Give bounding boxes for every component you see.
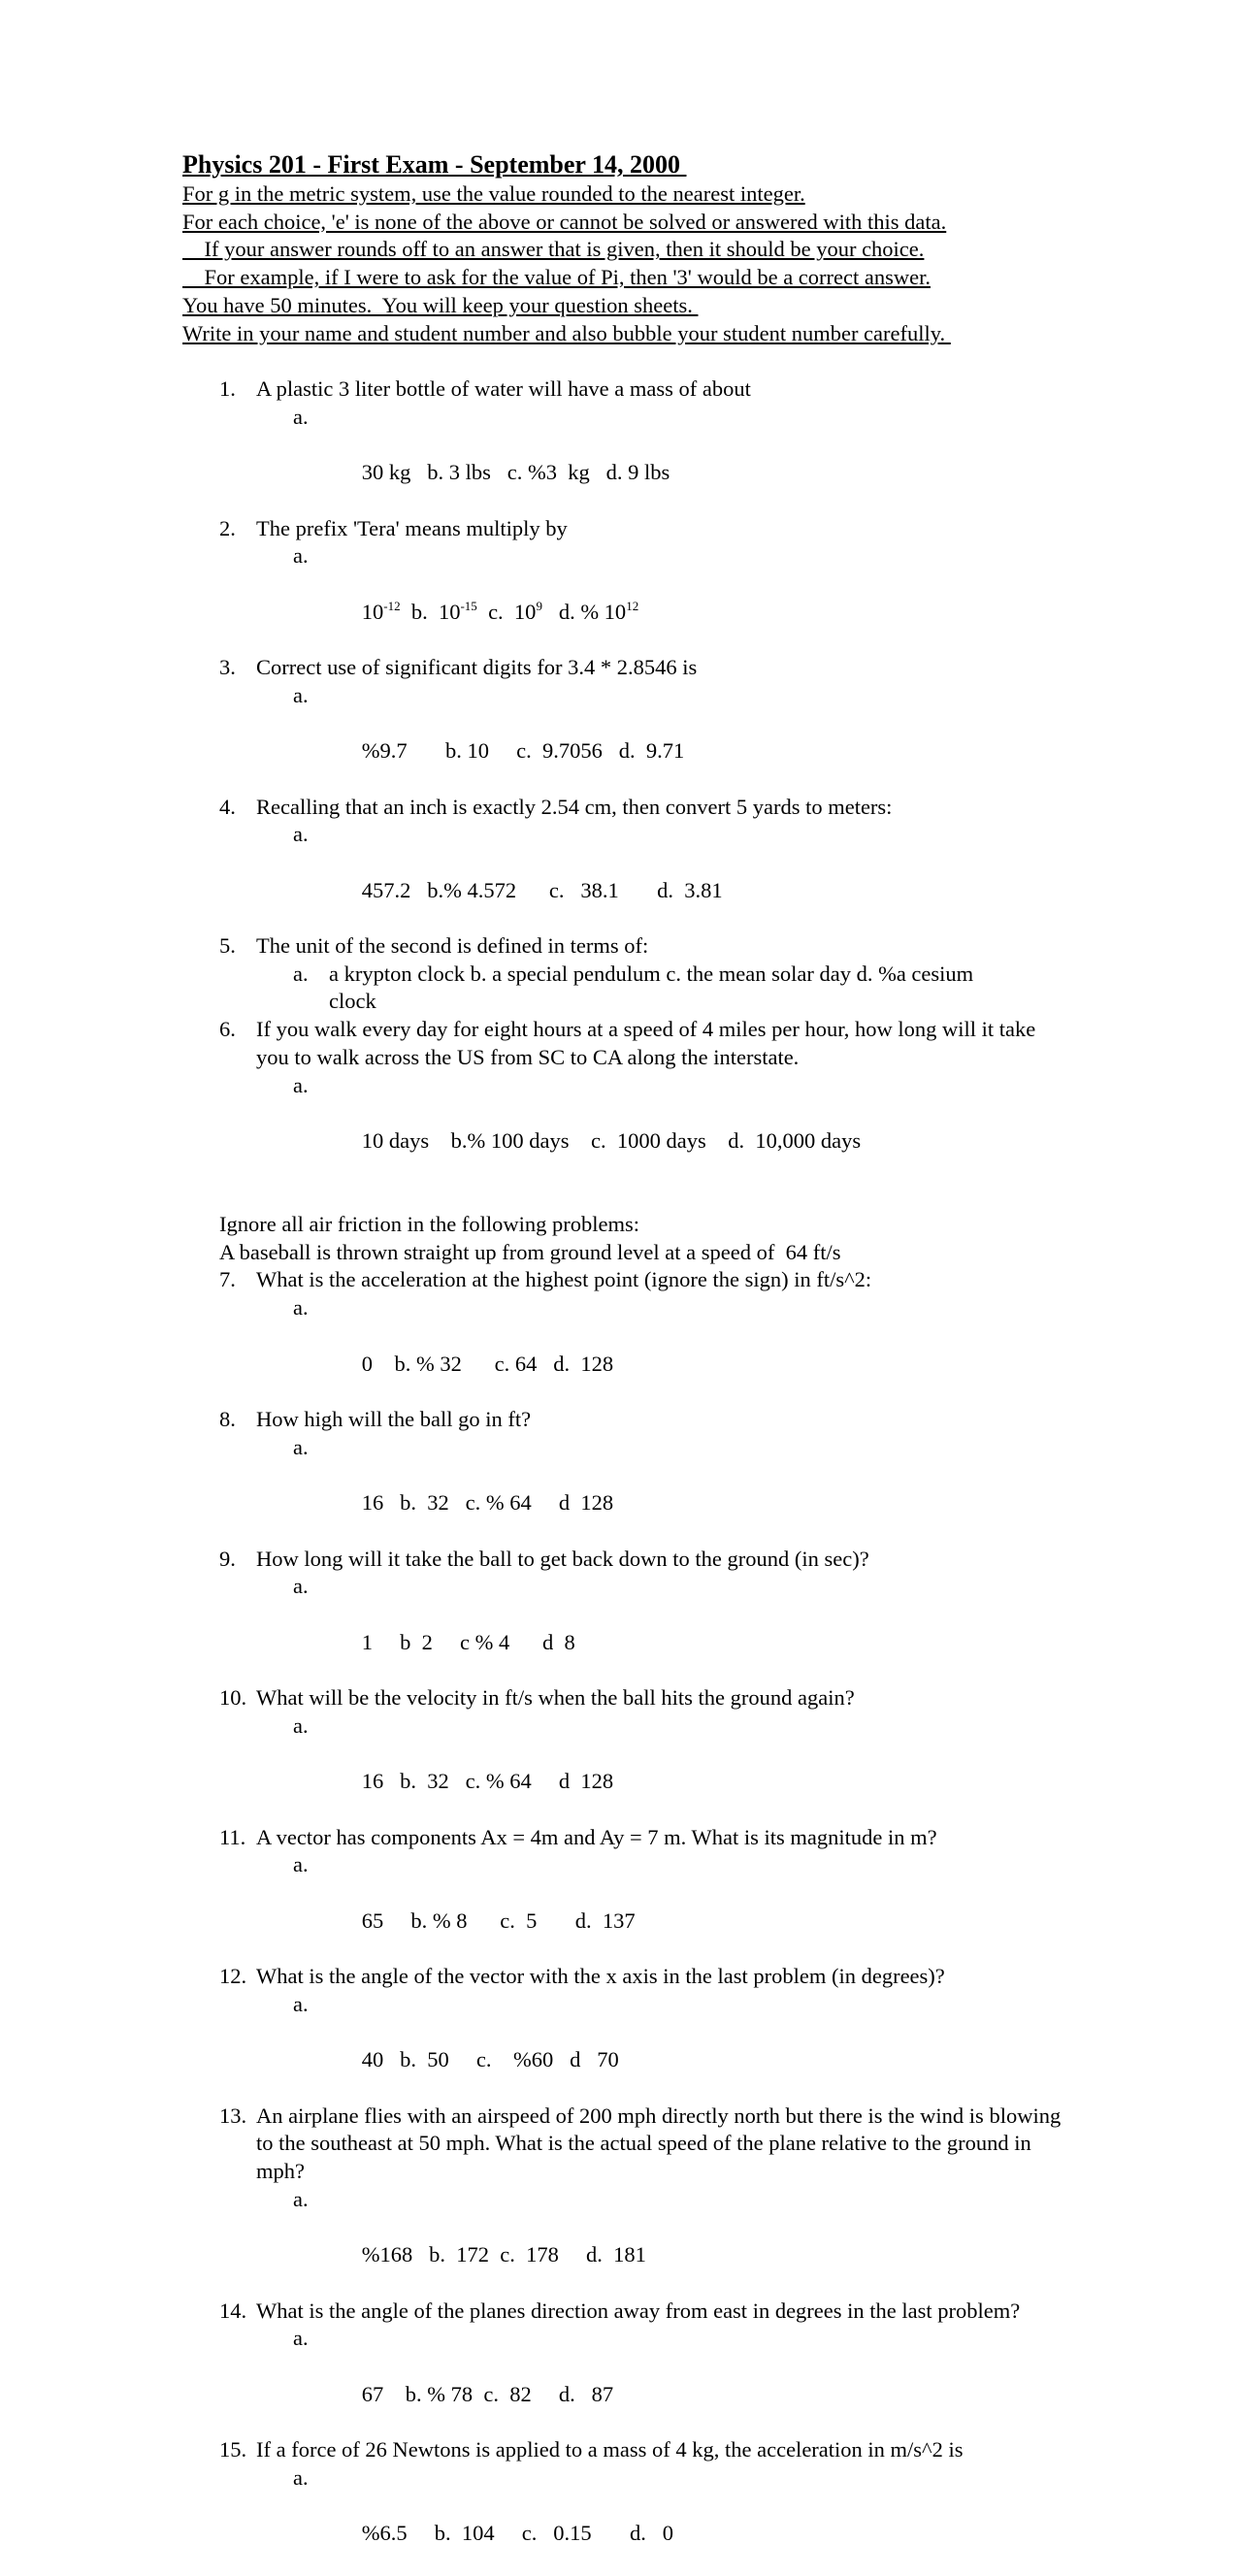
choice-label: a.	[293, 2326, 309, 2351]
question-text: Recalling that an inch is exactly 2.54 cm, then convert 5 yards to meters:	[256, 794, 893, 819]
choice-label: a.	[293, 1072, 309, 1097]
question-text: If you walk every day for eight hours at a speed of 4 miles per hour, how long will it take you to walk across the US from SC to CA along the interstate.	[256, 1017, 1036, 1069]
question-text: Correct use of significant digits for 3.4 * 2.8546 is	[256, 655, 698, 680]
question-text: An airplane flies with an airspeed of 200 mph directly north but there is the wind is blowing to the southeast at 50 mph. What is the actual speed of the plane relative to the ground in mph?	[256, 2103, 1062, 2183]
question-number: 15.	[219, 2437, 247, 2462]
choice-c-base: c. 10	[476, 599, 537, 624]
answer-choices	[219, 1072, 1073, 1184]
question-number: 9.	[219, 1546, 236, 1571]
instruction-line: Write in your name and student number and also bubble your student number carefully.	[182, 320, 951, 345]
choice-d-base: d. % 10	[541, 599, 627, 624]
choice-a-exponent: -12	[383, 598, 401, 613]
question-item	[219, 654, 1073, 682]
question-text: What is the angle of the vector with the x axis in the last problem (in degrees)?	[256, 1964, 945, 1989]
answer-choices	[219, 682, 1073, 794]
question-number: 1.	[219, 376, 236, 401]
choices-text: %9.7 b. 10 c. 9.7056 d. 9.71	[361, 738, 685, 764]
choice-label: a.	[293, 543, 309, 569]
question-text: A vector has components Ax = 4m and Ay = 7 m. What is its magnitude in m?	[256, 1824, 937, 1849]
question-number: 6.	[219, 1017, 236, 1042]
choice-b-exponent: -15	[460, 598, 477, 613]
instruction-line: For g in the metric system, use the value rounded to the nearest integer.	[182, 181, 805, 206]
question-item	[219, 932, 1073, 961]
question-item	[219, 2103, 1071, 2186]
answer-choices	[219, 404, 1073, 515]
choice-b-base: b. 10	[400, 599, 461, 624]
question-item	[219, 515, 1073, 543]
page-title: Physics 201 - First Exam - September 14, 2000	[182, 150, 687, 179]
choice-label: a.	[293, 1295, 309, 1321]
question-text: The unit of the second is defined in terms of:	[256, 933, 649, 959]
choices-text: 65 b. % 8 c. 5 d. 137	[361, 1908, 636, 1933]
question-item	[219, 1963, 1073, 1991]
question-number: 2.	[219, 515, 236, 540]
choice-d-exponent: 12	[626, 598, 639, 613]
instruction-line: For each choice, 'e' is none of the above or cannot be solved or answered with this data.	[182, 209, 947, 234]
choices-text: 457.2 b.% 4.572 c. 38.1 d. 3.81	[361, 877, 723, 902]
question-text: How long will it take the ball to get back down to the ground (in sec)?	[256, 1546, 869, 1571]
question-item	[219, 1684, 1073, 1712]
question-item	[219, 2298, 1052, 2326]
choices-text: 67 b. % 78 c. 82 d. 87	[361, 2381, 614, 2406]
question-number: 3.	[219, 655, 236, 680]
question-text: What will be the velocity in ft/s when the ball hits the ground again?	[256, 1685, 855, 1711]
choice-label: a.	[293, 682, 309, 707]
question-number: 7.	[219, 1267, 236, 1292]
question-number: 8.	[219, 1407, 236, 1431]
instruction-line: If your answer rounds off to an answer that is given, then it should be your choice.	[182, 237, 925, 262]
choices-text: 10 days b.% 100 days c. 1000 days d. 10,000 days	[361, 1127, 862, 1153]
answer-choices	[219, 2325, 1073, 2436]
answer-choices	[219, 2464, 1073, 2576]
exam-header	[182, 149, 1153, 347]
spacer	[219, 1183, 1073, 1211]
answer-choices	[219, 1294, 1073, 1406]
question-item	[219, 375, 1073, 404]
question-text: How high will the ball go in ft?	[256, 1407, 532, 1431]
choices-text: 1 b 2 c % 4 d 8	[361, 1629, 575, 1654]
question-text: What is the angle of the planes direction away from east in degrees in the last problem?	[256, 2298, 1021, 2323]
choices-text: 16 b. 32 c. % 64 d 128	[361, 1490, 614, 1516]
answer-choices	[219, 961, 998, 1016]
choice-label: a.	[293, 961, 309, 986]
choice-a-base: 10	[361, 599, 384, 624]
instruction-line: You have 50 minutes. You will keep your question sheets.	[182, 292, 699, 317]
instruction-line: For example, if I were to ask for the value of Pi, then '3' would be a correct answer.	[182, 265, 931, 290]
question-text: If a force of 26 Newtons is applied to a mass of 4 kg, the acceleration in m/s^2 is	[256, 2437, 964, 2462]
question-number: 14.	[219, 2298, 247, 2323]
question-number: 12.	[219, 1964, 247, 1989]
question-item	[219, 1406, 1073, 1434]
question-number: 11.	[219, 1824, 246, 1849]
choice-label: a.	[293, 404, 309, 429]
section-intro: A baseball is thrown straight up from ground level at a speed of 64 ft/s	[219, 1239, 841, 1264]
choice-label: a.	[293, 822, 309, 847]
choice-label: a.	[293, 1991, 309, 2016]
answer-choices	[219, 1991, 1073, 2103]
answer-choices	[219, 1434, 1073, 1546]
choices-text: a krypton clock b. a special pendulum c. the mean solar day d. %a cesium clock	[329, 961, 974, 1014]
section-intro: Ignore all air friction in the following problems:	[219, 1212, 640, 1237]
answer-choices	[219, 2186, 1073, 2298]
question-item	[219, 794, 1073, 822]
question-number: 10.	[219, 1685, 247, 1711]
choices-text: 40 b. 50 c. %60 d 70	[361, 2047, 619, 2072]
choices-text: %6.5 b. 104 c. 0.15 d. 0	[361, 2521, 673, 2546]
choice-c-exponent: 9	[536, 598, 542, 613]
question-item	[219, 2436, 1073, 2464]
question-text: What is the acceleration at the highest point (ignore the sign) in ft/s^2:	[256, 1267, 872, 1292]
answer-choices	[219, 542, 1073, 654]
choice-label: a.	[293, 1434, 309, 1459]
question-item	[219, 1016, 1062, 1071]
choice-label: a.	[293, 1852, 309, 1877]
answer-choices	[219, 1851, 1073, 1963]
question-text: A plastic 3 liter bottle of water will have a mass of about	[256, 376, 751, 401]
question-item	[219, 1824, 1073, 1852]
question-number: 5.	[219, 933, 236, 959]
choices-text: 16 b. 32 c. % 64 d 128	[361, 1769, 614, 1794]
choice-label: a.	[293, 2464, 309, 2490]
answer-choices	[219, 1573, 1073, 1684]
choice-label: a.	[293, 1574, 309, 1599]
question-list	[219, 375, 1073, 2576]
choices-text: %168 b. 172 c. 178 d. 181	[361, 2242, 646, 2267]
choices-text: 30 kg b. 3 lbs c. %3 kg d. 9 lbs	[361, 460, 670, 485]
question-number: 4.	[219, 794, 236, 819]
question-text: The prefix 'Tera' means multiply by	[256, 515, 568, 540]
choice-label: a.	[293, 2186, 309, 2211]
choice-label: a.	[293, 1712, 309, 1738]
question-item	[219, 1266, 1073, 1294]
question-item	[219, 1546, 1073, 1574]
answer-choices	[219, 821, 1073, 932]
choices-text: 0 b. % 32 c. 64 d. 128	[361, 1351, 614, 1376]
question-number: 13.	[219, 2103, 247, 2128]
answer-choices	[219, 1712, 1073, 1824]
